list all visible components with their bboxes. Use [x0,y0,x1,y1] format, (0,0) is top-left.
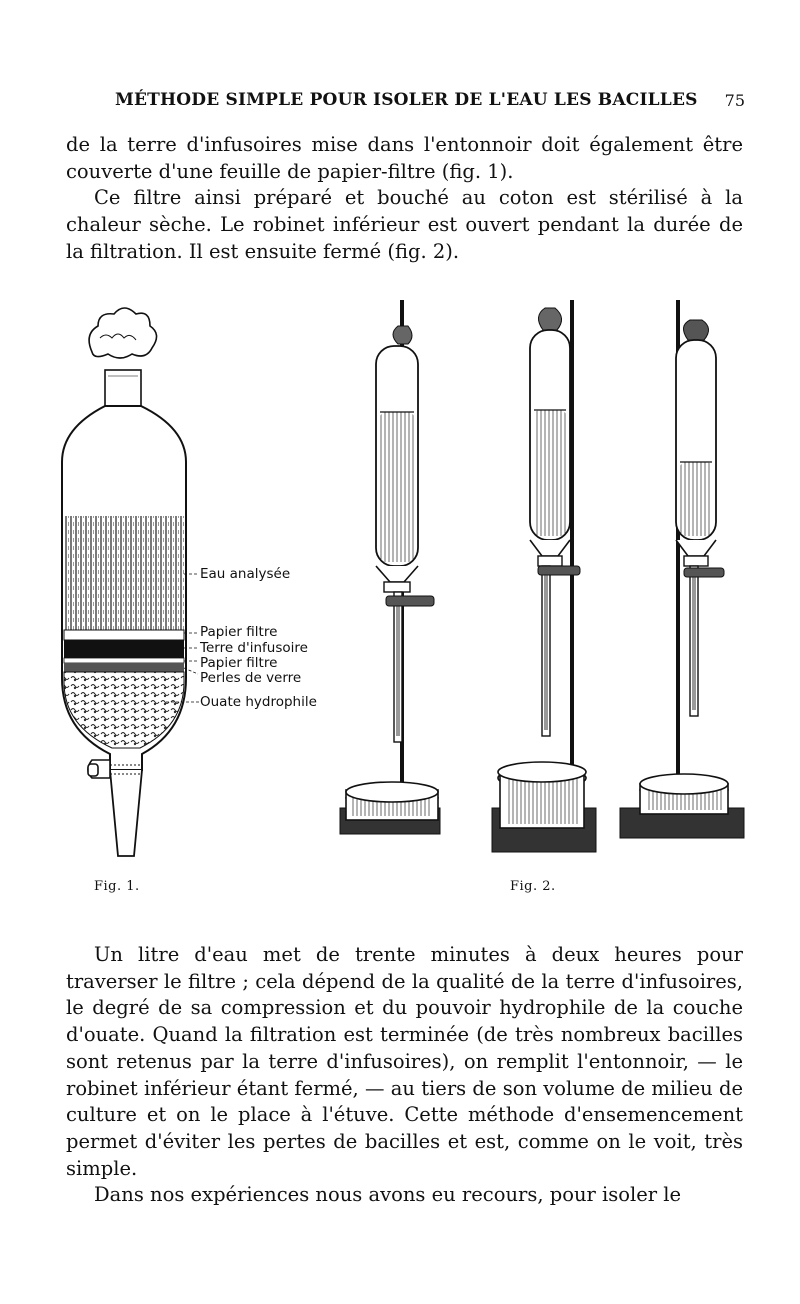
label-perles-de-verre: Perles de verre [200,670,302,686]
figure-2-apparatus-1 [340,300,440,834]
diatom-earth-layer [64,640,184,658]
label-papier-filtre-1: Papier filtre [200,624,278,640]
text-block-top [66,132,743,266]
label-papier-filtre-2: Papier filtre [200,655,278,671]
figure-1-caption: Fig. 1. [94,879,140,894]
cotton-plug [89,308,156,358]
figures-illustration [40,290,760,870]
page-header [115,88,745,116]
paragraph-2: Ce filtre ainsi préparé et bouché au coton est stérilisé à la chaleur sèche. Le robinet inférieur est ouvert pendant la durée de la filtration. Il est ensuite fermé (fig. 2). [66,186,743,263]
label-ouate-hydrophile: Ouate hydrophile [200,694,317,710]
figure-2-apparatus-3 [620,300,744,838]
label-terre-infusoire: Terre d'infusoire [200,640,308,656]
figure-2-caption: Fig. 2. [510,879,556,894]
figure-1-funnel [62,308,200,856]
text-block-bottom [66,942,743,1209]
page-number: 75 [724,91,745,110]
figure-2-apparatus-2 [492,300,596,852]
paragraph-3: Un litre d'eau met de trente minutes à deux heures pour traverser le filtre ; cela dépend de la qualité de la terre d'infusoires, le degré de sa compression et du pouvoir hydrophile de la couche d'ouate. Quand la filtration est terminée (de très nombreux bacilles sont retenus par la terre d'infusoires), on remplit l'entonnoir, — le robinet inférieur étant fermé, — au tiers de son volume de milieu de culture et on le place à l'étuve. Cette méthode d'ensemencement permet d'éviter les pertes de bacilles et est, comme on le voit, très simple. [66,943,743,1180]
label-eau-analysee: Eau analysée [200,566,291,582]
paragraph-1: de la terre d'infusoires mise dans l'entonnoir doit également être couverte d'une feuille de papier-filtre (fig. 1). [66,133,743,183]
paragraph-4: Dans nos expériences nous avons eu recours, pour isoler le [94,1183,682,1207]
water-layer [64,516,184,630]
running-head: MÉTHODE SIMPLE POUR ISOLER DE L'EAU LES BACILLES [115,90,698,110]
